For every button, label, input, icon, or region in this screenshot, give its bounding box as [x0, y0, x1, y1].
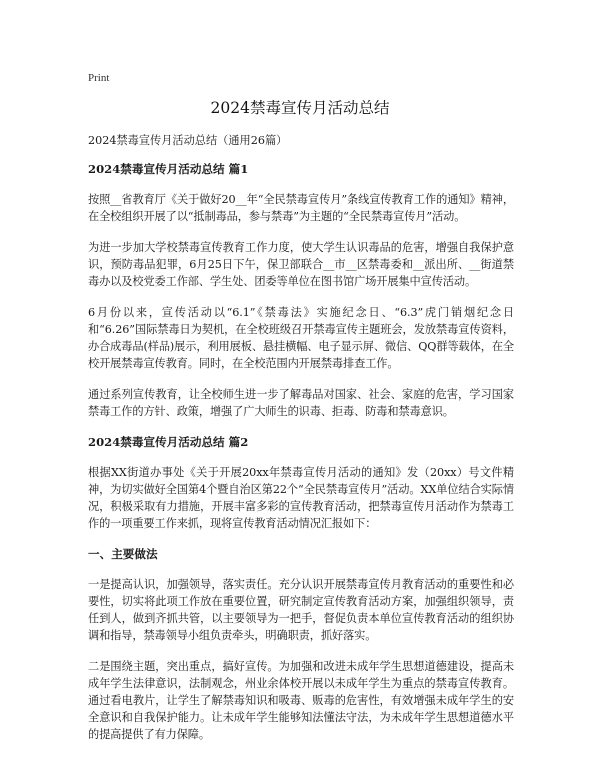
section-heading-main-practices: 一、主要做法 — [88, 547, 158, 561]
article-2-paragraph-1: 一是提高认识，加强领导，落实责任。充分认识开展禁毒宣传月教育活动的重要性和必要性，切实将此项工作放在重要位置，研究制定宣传教育活动方案，加强组织领导，责任到人，做到齐抓共管，以主要领导为一把手，督促负责本单位宣传教育活动的组织协调和指导，禁毒领导小组负责牵头，明确职责，抓好落实。 — [88, 578, 514, 642]
article-2-heading: 2024禁毒宣传月活动总结 篇2 — [88, 435, 249, 449]
article-1-paragraph-2: 为进一步加大学校禁毒宣传教育工作力度，使大学生认识毒品的危害，增强自我保护意识，预防毒品犯罪，6月25日下午，保卫部联合__市__区禁毒委和__派出所、__街道禁毒办以及校党委工作部、学生处、团委等单位在图书馆广场开展集中宣传活动。 — [88, 241, 514, 288]
document-body — [88, 132, 514, 757]
article-1-paragraph-4: 通过系列宣传教育，让全校师生进一步了解毒品对国家、社会、家庭的危害，学习国家禁毒工作的方针、政策，增强了广大师生的识毒、拒毒、防毒和禁毒意识。 — [88, 388, 514, 418]
article-1-paragraph-1: 按照__省教育厅《关于做好20__年“全民禁毒宣传月”条线宣传教育工作的通知》精神，在全校组织开展了以“抵制毒品，参与禁毒”为主题的“全民禁毒宣传月”活动。 — [88, 193, 514, 223]
page-title: 2024禁毒宣传月活动总结 — [210, 99, 390, 117]
article-1-paragraph-3: 6月份以来，宣传活动以“6.1”《禁毒法》实施纪念日、“6.3”虎门销烟纪念日和“6.26”国际禁毒日为契机，在全校班级召开禁毒宣传主题班会，发放禁毒宣传资料，办合成毒品(样品)展示，利用展板、悬挂横幅、电子显示屏、微信、QQ群等载体，在全校开展禁毒宣传教育。同时，在全校范围内开展禁毒排查工作。 — [88, 306, 514, 370]
document-subtitle: 2024禁毒宣传月活动总结（通用26篇） — [88, 134, 288, 147]
article-1-heading: 2024禁毒宣传月活动总结 篇1 — [88, 162, 249, 176]
article-2-paragraph-2: 二是围绕主题，突出重点，搞好宣传。为加强和改进未成年学生思想道德建设，提高未成年学生法律意识，法制观念，州业余体校开展以未成年学生为重点的禁毒宣传教育。通过看电教片，让学生了解禁毒知识和吸毒、贩毒的危害性，有效增强未成年学生的安全意识和自我保护能力。让未成年学生能够知法懂法守法，为未成年学生思想道德水平的提高提供了有力保障。 — [88, 660, 514, 741]
article-2-intro: 根据XX街道办事处《关于开展20xx年禁毒宣传月活动的通知》发（20xx）号文件精神，为切实做好全国第4个暨自治区第22个“全民禁毒宣传月”活动。XX单位结合实际情况，积极采取有力措施，开展丰富多彩的宣传教育活动，把禁毒宣传月活动作为禁毒工作的一项重要工作来抓，现将宣传教育活动情况汇报如下： — [88, 466, 514, 530]
print-link[interactable]: Print — [88, 72, 110, 84]
